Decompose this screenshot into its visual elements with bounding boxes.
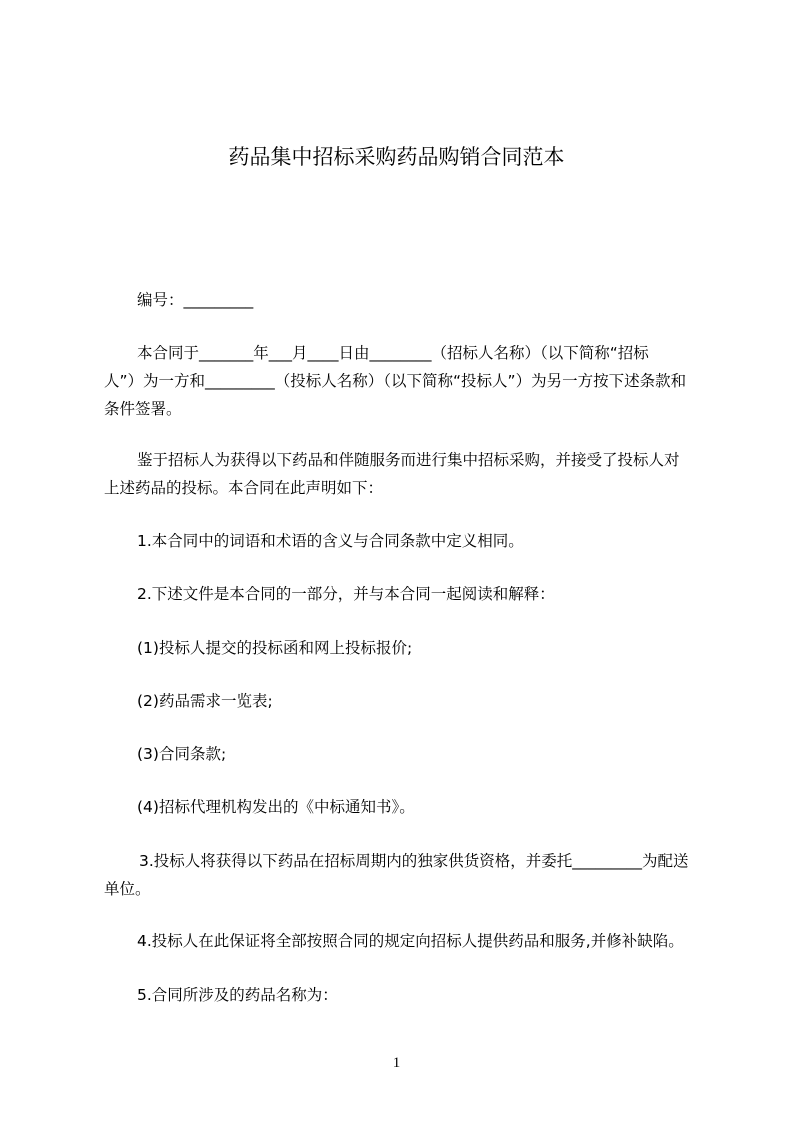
contract-number: 编号：_________ — [137, 291, 254, 309]
clause-2: 2.下述文件是本合同的一部分，并与本合同一起阅读和解释： — [137, 585, 555, 603]
para2-line1: 鉴于招标人为获得以下药品和伴随服务而进行集中招标采购，并接受了投标人对 — [137, 451, 680, 469]
clause-5: 5.合同所涉及的药品名称为： — [137, 986, 338, 1004]
subclause-2: (2)药品需求一览表; — [137, 692, 273, 710]
para1-line3: 条件签署。 — [104, 400, 182, 418]
para2-line2: 上述药品的投标。本合同在此声明如下： — [104, 479, 384, 497]
page-number: 1 — [392, 1055, 401, 1071]
clause-1: 1.本合同中的词语和术语的含义与合同条款中定义相同。 — [137, 532, 524, 550]
para1-line2: 人”）为一方和_________（投标人名称）（以下简称“投标人”）为另一方按下述条款和 — [104, 372, 687, 390]
subclause-3: (3)合同条款; — [137, 745, 227, 763]
clause-3-line1: 3.投标人将获得以下药品在招标周期内的独家供货资格，并委托_________为配送 — [139, 852, 689, 870]
subclause-4: (4)招标代理机构发出的《中标通知书》。 — [137, 798, 415, 816]
para1-line1: 本合同于_______年___月____日由________（招标人名称）（以下简称“招标 — [137, 344, 649, 362]
subclause-1: (1)投标人提交的投标函和网上投标报价; — [137, 639, 413, 657]
document-title: 药品集中招标采购药品购销合同范本 — [228, 145, 565, 169]
clause-3-line2: 单位。 — [104, 880, 151, 898]
clause-4: 4.投标人在此保证将全部按照合同的规定向招标人提供药品和服务,并修补缺陷。 — [137, 932, 684, 950]
